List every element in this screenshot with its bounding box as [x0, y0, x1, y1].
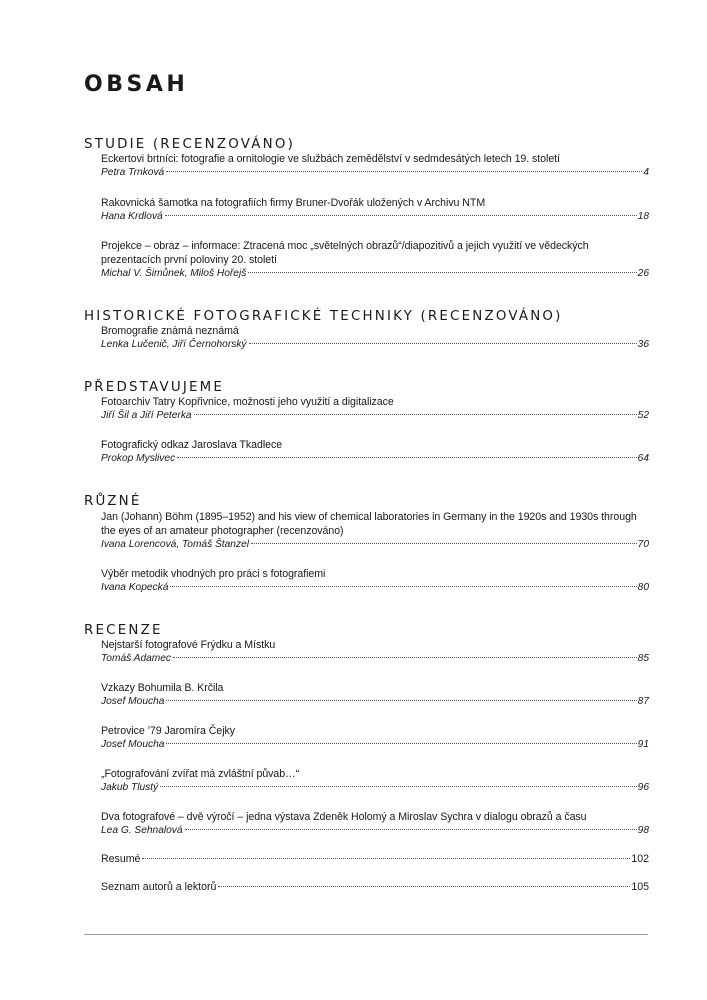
entry-title: Vzkazy Bohumila B. Krčila [101, 682, 224, 694]
dot-leader [185, 829, 637, 830]
toc-entry[interactable] [101, 239, 649, 281]
entry-page: 105 [631, 881, 649, 893]
dot-leader [173, 657, 637, 658]
dot-leader [249, 343, 637, 344]
entry-page: 87 [637, 696, 649, 707]
entry-title: Rakovnická šamotka na fotografiích firmy Bruner-Dvořák uložených v Archivu NTM [101, 197, 486, 209]
entry-page: 102 [631, 853, 649, 865]
footer-divider [84, 934, 648, 935]
entry-author: Hana Krdlová [101, 211, 163, 222]
toc-entry[interactable] [101, 810, 649, 838]
entry-author: Michal V. Šimůnek, Miloš Hořejš [101, 268, 247, 279]
toc-entry[interactable] [101, 724, 649, 752]
dot-leader [142, 858, 630, 859]
toc-entry[interactable] [101, 681, 649, 709]
entry-page: 85 [637, 653, 649, 664]
entry-page: 70 [637, 539, 649, 550]
toc-entry[interactable] [101, 152, 649, 180]
entry-title: Výběr metodik vhodných pro práci s fotografiemi [101, 568, 326, 580]
entry-page: 26 [637, 268, 649, 279]
dot-leader [165, 215, 637, 216]
dot-leader [194, 414, 637, 415]
entry-author: Jiří Šil a Jiří Peterka [101, 410, 192, 421]
dot-leader [170, 586, 636, 587]
entry-author: Petra Trnková [101, 167, 165, 178]
section-heading-recenze: RECENZE [84, 623, 163, 638]
entry-page: 64 [637, 453, 649, 464]
entry-title: Dva fotografové – dvě výročí – jedna výstava Zdeněk Holomý a Miroslav Sychra v dialogu obrazů a času [101, 811, 587, 823]
toc-entry[interactable] [101, 767, 649, 795]
section-heading-ruzne: RŮZNÉ [84, 494, 142, 509]
dot-leader [177, 457, 636, 458]
page-title: OBSAH [84, 72, 189, 97]
toc-entry[interactable] [101, 438, 649, 466]
entry-title: Petrovice ’79 Jaromíra Čejky [101, 725, 236, 737]
entry-page: 4 [643, 167, 649, 178]
entry-page: 96 [637, 782, 649, 793]
entry-author: Tomáš Adamec [101, 653, 172, 664]
entry-label: Resumé [101, 853, 141, 865]
toc-entry-resume[interactable] [101, 852, 649, 866]
dot-leader [166, 171, 642, 172]
toc-entry[interactable] [101, 196, 649, 224]
entry-page: 98 [637, 825, 649, 836]
entry-title: Eckertovi brtníci: fotografie a ornitologie ve službách zemědělství v sedmdesátých letech 19. století [101, 153, 560, 165]
entry-author: Lenka Lučenič, Jiří Černohorský [101, 339, 247, 350]
dot-leader [218, 886, 630, 887]
dot-leader [160, 786, 636, 787]
entry-author: Josef Moucha [101, 739, 165, 750]
toc-entry-authors[interactable] [101, 880, 649, 894]
entry-title: Projekce – obraz – informace: Ztracená moc „světelných obrazů“/diapozitivů a jejich využití ve vědeckých prezentacích první poloviny 20. století [101, 240, 589, 266]
entry-title: Fotografický odkaz Jaroslava Tkadlece [101, 439, 283, 451]
entry-author: Lea G. Sehnalová [101, 825, 183, 836]
entry-author: Jakub Tlustý [101, 782, 159, 793]
dot-leader [166, 743, 636, 744]
entry-page: 18 [637, 211, 649, 222]
entry-author: Prokop Myslivec [101, 453, 176, 464]
entry-title: Jan (Johann) Böhm (1895–1952) and his view of chemical laboratories in Germany in the 1920s and 1930s through the eyes of an amateur photographer (recenzováno) [101, 511, 637, 537]
dot-leader [166, 700, 636, 701]
entry-page: 91 [637, 739, 649, 750]
entry-label: Seznam autorů a lektorů [101, 881, 217, 893]
dot-leader [251, 543, 637, 544]
dot-leader [248, 272, 636, 273]
entry-page: 36 [637, 339, 649, 350]
entry-title: Nejstarší fotografové Frýdku a Místku [101, 639, 276, 651]
entry-page: 80 [637, 582, 649, 593]
entry-author: Ivana Lorencová, Tomáš Štanzel [101, 539, 249, 550]
toc-entry[interactable] [101, 510, 649, 552]
section-heading-historicke-techniky: HISTORICKÉ FOTOGRAFICKÉ TECHNIKY (RECENZOVÁNO) [84, 309, 563, 324]
entry-title: Bromografie známá neznámá [101, 325, 239, 337]
section-heading-predstavujeme: PŘEDSTAVUJEME [84, 380, 225, 395]
toc-entry[interactable] [101, 395, 649, 423]
toc-entry[interactable] [101, 638, 649, 666]
entry-author: Ivana Kopecká [101, 582, 169, 593]
section-heading-studie: STUDIE (RECENZOVÁNO) [84, 137, 295, 152]
entry-title: Fotoarchiv Tatry Kopřivnice, možnosti jeho využití a digitalizace [101, 396, 394, 408]
entry-author: Josef Moucha [101, 696, 165, 707]
entry-title: „Fotografování zvířat má zvláštní půvab…“ [101, 768, 300, 780]
entry-page: 52 [637, 410, 649, 421]
toc-entry[interactable] [101, 567, 649, 595]
toc-entry[interactable] [101, 324, 649, 352]
